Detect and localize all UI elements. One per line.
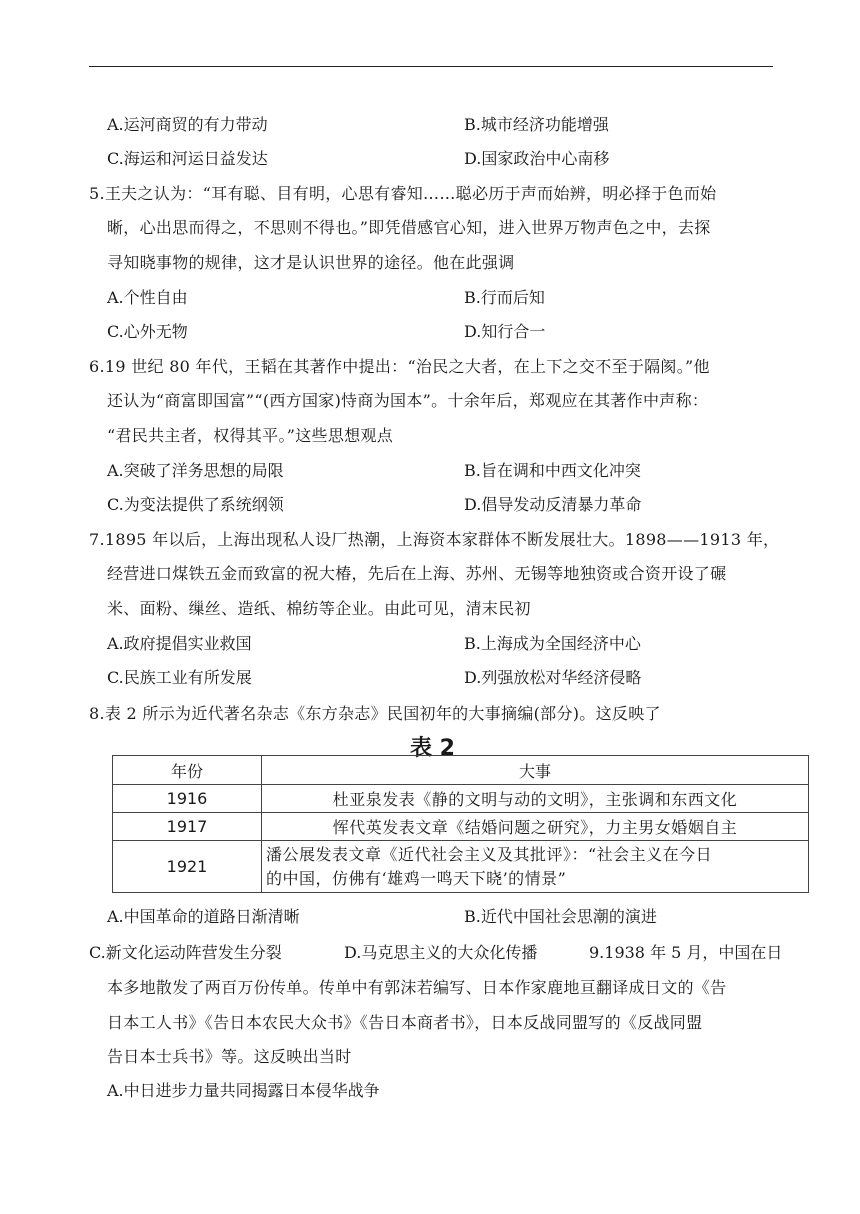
table-row xyxy=(113,813,809,841)
q4-option-c[interactable]: C.海运和河运日益发达 xyxy=(107,149,268,168)
q6-stem-line3: “君民共主者，权得其平。”这些思想观点 xyxy=(107,426,394,445)
table-caption: 表 2 xyxy=(410,736,455,761)
q8-option-b[interactable]: B.近代中国社会思潮的演进 xyxy=(464,907,657,926)
q5-stem-line2: 晰，心出思而得之，不思则不得也。”即凭借感官心知，进入世界万物声色之中，去探 xyxy=(107,218,711,237)
q9-stem-line3: 日本工人书》《告日本农民大众书》《告日本商者书》，日本反战同盟写的《反战同盟 xyxy=(107,1013,703,1032)
table-cell-event-line2: 的中国，仿佛有‘雄鸡一鸣天下晓’的情景” xyxy=(266,868,567,888)
q7-option-b[interactable]: B.上海成为全国经济中心 xyxy=(464,634,641,653)
table-cell-event xyxy=(262,841,809,893)
q8-option-c[interactable]: C.新文化运动阵营发生分裂 xyxy=(89,943,282,962)
events-table xyxy=(112,755,809,893)
q5-stem-line3: 寻知晓事物的规律，这才是认识世界的途径。他在此强调 xyxy=(107,253,515,272)
table-cell-year: 1917 xyxy=(113,813,262,841)
q6-option-c[interactable]: C.为变法提供了系统纲领 xyxy=(107,495,284,514)
table-cell-event-line1: 潘公展发表文章《近代社会主义及其批评》：“社会主义在今日 xyxy=(266,844,713,864)
q4-option-a[interactable]: A.运河商贸的有力带动 xyxy=(107,115,268,134)
q5-option-a[interactable]: A.个性自由 xyxy=(107,288,188,307)
table-row xyxy=(113,841,809,893)
table-cell-year: 1921 xyxy=(113,841,262,893)
table-header-event: 大事 xyxy=(262,756,809,785)
q7-option-c[interactable]: C.民族工业有所发展 xyxy=(107,668,252,687)
q6-option-d[interactable]: D.倡导发动反清暴力革命 xyxy=(464,495,642,514)
q8-stem-line1: 8.表 2 所示为近代著名杂志《东方杂志》民国初年的大事摘编(部分)。这反映了 xyxy=(89,704,661,723)
q9-stem-line2: 本多地散发了两百万份传单。传单中有郭沫若编写、日本作家鹿地亘翻译成日文的《告 xyxy=(107,978,727,997)
q5-option-d[interactable]: D.知行合一 xyxy=(464,322,546,341)
q7-option-d[interactable]: D.列强放松对华经济侵略 xyxy=(464,668,642,687)
table-header-row xyxy=(113,756,809,785)
q4-option-b[interactable]: B.城市经济功能增强 xyxy=(464,115,609,134)
q6-stem-line2: 还认为“商富即国富”“(西方国家)恃商为国本”。十余年后，郑观应在其著作中声称： xyxy=(107,391,709,410)
q4-option-d[interactable]: D.国家政治中心南移 xyxy=(464,149,610,168)
q8-option-d[interactable]: D.马克思主义的大众化传播 xyxy=(344,943,538,962)
q7-stem-line3: 米、面粉、缫丝、造纸、棉纺等企业。由此可见，清末民初 xyxy=(107,599,531,618)
q5-option-b[interactable]: B.行而后知 xyxy=(464,288,545,307)
q5-stem-line1: 5.王夫之认为：“耳有聪、目有明，心思有睿知……聪必历于声而始辨，明必择于色而始 xyxy=(89,184,717,203)
header-rule xyxy=(89,66,773,67)
table-row xyxy=(113,785,809,813)
table-cell-year: 1916 xyxy=(113,785,262,813)
q7-stem-line1: 7.1895 年以后，上海出现私人设厂热潮，上海资本家群体不断发展壮大。1898——1913 年， xyxy=(89,530,780,549)
q9-stem-line4: 告日本士兵书》等。这反映出当时 xyxy=(107,1047,352,1066)
table-cell-event: 杜亚泉发表《静的文明与动的文明》，主张调和东西文化 xyxy=(262,785,809,813)
q7-stem-line2: 经营进口煤铁五金而致富的祝大椿，先后在上海、苏州、无锡等地独资或合资开设了碾 xyxy=(107,564,727,583)
q9-stem-line1: 9.1938 年 5 月，中国在日 xyxy=(589,943,783,962)
q6-option-a[interactable]: A.突破了洋务思想的局限 xyxy=(107,461,284,480)
q8-option-a[interactable]: A.中国革命的道路日渐清晰 xyxy=(107,907,300,926)
q5-option-c[interactable]: C.心外无物 xyxy=(107,322,188,341)
table-cell-event: 恽代英发表文章《结婚问题之研究》，力主男女婚姻自主 xyxy=(262,813,809,841)
q9-option-a[interactable]: A.中日进步力量共同揭露日本侵华战争 xyxy=(107,1081,380,1100)
q7-option-a[interactable]: A.政府提倡实业救国 xyxy=(107,634,252,653)
q6-stem-line1: 6.19 世纪 80 年代，王韬在其著作中提出：“治民之大者，在上下之交不至于隔阂。”他 xyxy=(89,357,710,376)
table-header-year: 年份 xyxy=(113,756,262,785)
q6-option-b[interactable]: B.旨在调和中西文化冲突 xyxy=(464,461,641,480)
